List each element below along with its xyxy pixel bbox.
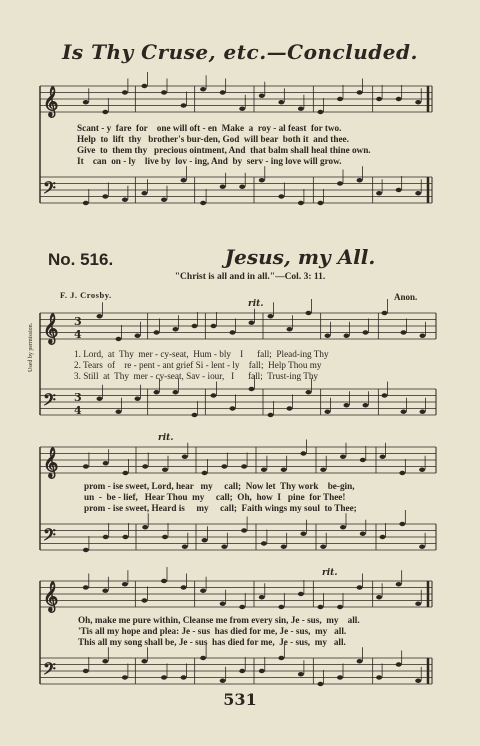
note-head <box>259 94 265 98</box>
note-head <box>396 662 402 666</box>
time-signature: 4 <box>74 404 82 417</box>
note-head <box>182 545 188 549</box>
note-head <box>300 532 306 536</box>
note-head <box>239 185 245 189</box>
note-head <box>376 191 382 195</box>
note-head <box>320 468 326 472</box>
note-head <box>357 90 363 94</box>
note-head <box>173 327 179 331</box>
note-head <box>363 330 369 334</box>
note-head <box>337 605 343 609</box>
hymn-number: No. 516. <box>48 250 114 269</box>
note-head <box>202 538 208 542</box>
note-head <box>97 314 103 318</box>
lyric-line: This all my song shall be, Je - sus has died for me, Je - sus, my all. <box>78 637 346 647</box>
note-head <box>182 455 188 459</box>
note-head <box>298 107 304 111</box>
note-head <box>357 585 363 589</box>
note-head <box>181 675 187 679</box>
note-head <box>357 178 363 182</box>
note-head <box>102 589 108 593</box>
note-head <box>306 390 312 394</box>
page-number: 531 <box>223 690 257 709</box>
note-head <box>181 103 187 107</box>
note-head <box>220 90 226 94</box>
note-head <box>230 330 236 334</box>
note-head <box>141 84 147 88</box>
note-head <box>142 525 148 529</box>
note-head <box>396 188 402 192</box>
note-head <box>317 201 323 205</box>
note-head <box>162 468 168 472</box>
treble-clef: 𝄞 <box>43 448 59 478</box>
lyric-line: Help to lift thy brother's bur-den, God will bear both it and thee. <box>77 134 349 144</box>
note-head <box>154 330 160 334</box>
note-head <box>122 582 128 586</box>
note-head <box>337 675 343 679</box>
treble-clef: 𝄞 <box>43 582 59 612</box>
note-head <box>241 464 247 468</box>
lyric-line: Scant - y fare for one will oft - en Make a roy - al feast for two. <box>77 123 342 133</box>
note-head <box>192 413 198 417</box>
note-head <box>259 595 265 599</box>
note-head <box>161 90 167 94</box>
note-head <box>401 410 407 414</box>
note-head <box>173 390 179 394</box>
note-head <box>102 659 108 663</box>
lyric-line: un - be - lief, Hear Thou my call; Oh, how I pine for Thee! <box>84 492 346 502</box>
note-head <box>306 311 312 315</box>
note-head <box>337 181 343 185</box>
note-head <box>141 598 147 602</box>
note-head <box>97 397 103 401</box>
permission-note: Used by permission. <box>28 322 34 372</box>
note-head <box>122 675 128 679</box>
note-head <box>83 464 89 468</box>
note-head <box>287 406 293 410</box>
time-signature: 3 <box>74 391 82 404</box>
note-head <box>116 410 122 414</box>
note-head <box>396 97 402 101</box>
note-head <box>220 185 226 189</box>
note-head <box>211 324 217 328</box>
note-head <box>259 669 265 673</box>
note-head <box>102 194 108 198</box>
note-head <box>220 679 226 683</box>
note-head <box>103 535 109 539</box>
note-head <box>363 403 369 407</box>
note-head <box>220 602 226 606</box>
note-head <box>281 545 287 549</box>
lyric-line: Give to them thy precious ointment, And that balm shall heal thine own. <box>77 145 371 155</box>
note-head <box>268 413 274 417</box>
treble-clef: 𝄞 <box>43 314 59 344</box>
note-head <box>161 675 167 679</box>
note-head <box>162 535 168 539</box>
note-head <box>344 334 350 338</box>
note-head <box>419 545 425 549</box>
note-head <box>382 311 388 315</box>
note-head <box>181 585 187 589</box>
note-head <box>239 669 245 673</box>
scripture-quote: "Christ is all and in all."—Col. 3: 11. <box>174 272 326 282</box>
note-head <box>420 410 426 414</box>
note-head <box>181 178 187 182</box>
note-head <box>399 522 405 526</box>
note-head <box>211 393 217 397</box>
note-head <box>83 585 89 589</box>
lyric-line: prom - ise sweet, Heard is my call; Faith wings my soul to Thee; <box>84 503 357 513</box>
note-head <box>161 579 167 583</box>
note-head <box>401 330 407 334</box>
note-head <box>340 455 346 459</box>
note-head <box>380 535 386 539</box>
lyric-line: prom - ise sweet, Lord, hear my call; Now let Thy work be-gin, <box>84 481 355 491</box>
note-head <box>281 468 287 472</box>
note-head <box>102 110 108 114</box>
note-head <box>399 471 405 475</box>
lyric-line: Oh, make me pure within, Cleanse me from every sin, Je - sus, my all. <box>78 615 360 625</box>
note-head <box>239 605 245 609</box>
note-head <box>415 100 421 104</box>
note-head <box>241 528 247 532</box>
note-head <box>239 107 245 111</box>
note-head <box>376 595 382 599</box>
bass-clef: 𝄢 <box>43 389 56 414</box>
lyric-line: 'Tis all my hope and plea: Je - sus has died for me, Je - sus, my all. <box>78 626 347 636</box>
note-head <box>200 656 206 660</box>
note-head <box>122 535 128 539</box>
note-head <box>357 659 363 663</box>
note-head <box>287 327 293 331</box>
lyric-line: 1. Lord, at Thy mer - cy-seat, Hum - bly I fall; Plead-ing Thy <box>74 349 329 359</box>
note-head <box>141 191 147 195</box>
note-head <box>200 201 206 205</box>
continued-title: Is Thy Cruse, etc.—Concluded. <box>62 40 418 64</box>
note-head <box>261 541 267 545</box>
note-head <box>278 100 284 104</box>
note-head <box>298 201 304 205</box>
note-head <box>103 461 109 465</box>
note-head <box>317 682 323 686</box>
note-head <box>298 672 304 676</box>
treble-clef: 𝄞 <box>43 87 59 117</box>
rit-marking: rit. <box>322 568 338 578</box>
note-head <box>135 334 141 338</box>
note-head <box>249 321 255 325</box>
note-head <box>344 403 350 407</box>
lyricist: F. J. Crosby. <box>60 290 112 300</box>
note-head <box>382 393 388 397</box>
note-head <box>278 656 284 660</box>
note-head <box>261 468 267 472</box>
note-head <box>268 314 274 318</box>
note-head <box>221 545 227 549</box>
note-head <box>141 659 147 663</box>
note-head <box>376 97 382 101</box>
note-head <box>360 532 366 536</box>
note-head <box>83 201 89 205</box>
rit-marking: rit. <box>248 299 264 309</box>
note-head <box>142 464 148 468</box>
note-head <box>154 390 160 394</box>
composer: Anon. <box>394 292 418 302</box>
note-head <box>230 406 236 410</box>
lyric-line: 3. Still at Thy mer - cy-seat, Sav - iour, I fall; Trust-ing Thy <box>74 371 319 381</box>
note-head <box>278 194 284 198</box>
note-head <box>83 669 89 673</box>
note-head <box>200 87 206 91</box>
note-head <box>415 191 421 195</box>
bass-clef: 𝄢 <box>43 177 56 202</box>
note-head <box>360 458 366 462</box>
note-head <box>396 582 402 586</box>
note-head <box>419 468 425 472</box>
note-head <box>83 100 89 104</box>
bass-clef: 𝄢 <box>43 658 56 683</box>
lyric-line: It can on - ly live by lov - ing, And by serv - ing love will grow. <box>77 156 342 166</box>
note-head <box>278 605 284 609</box>
note-head <box>325 334 331 338</box>
note-head <box>192 324 198 328</box>
hymn-title: Jesus, my All. <box>224 245 376 269</box>
note-head <box>298 592 304 596</box>
note-head <box>202 471 208 475</box>
note-head <box>420 334 426 338</box>
note-head <box>135 397 141 401</box>
note-head <box>380 455 386 459</box>
note-head <box>249 387 255 391</box>
bass-clef: 𝄢 <box>43 524 56 549</box>
note-head <box>415 602 421 606</box>
note-head <box>300 451 306 455</box>
note-head <box>320 545 326 549</box>
rit-marking: rit. <box>158 433 174 443</box>
note-head <box>200 589 206 593</box>
note-head <box>376 675 382 679</box>
note-head <box>325 410 331 414</box>
note-head <box>116 337 122 341</box>
note-head <box>83 548 89 552</box>
note-head <box>122 471 128 475</box>
note-head <box>122 90 128 94</box>
time-signature: 3 <box>74 315 82 328</box>
time-signature: 4 <box>74 328 82 341</box>
note-head <box>415 679 421 683</box>
note-head <box>122 198 128 202</box>
note-head <box>317 605 323 609</box>
lyric-line: 2. Tears of re - pent - ant grief Si - lent - ly fall; Help Thou my <box>74 360 322 370</box>
note-head <box>259 178 265 182</box>
note-head <box>340 525 346 529</box>
note-head <box>337 97 343 101</box>
note-head <box>221 464 227 468</box>
note-head <box>317 110 323 114</box>
note-head <box>161 198 167 202</box>
